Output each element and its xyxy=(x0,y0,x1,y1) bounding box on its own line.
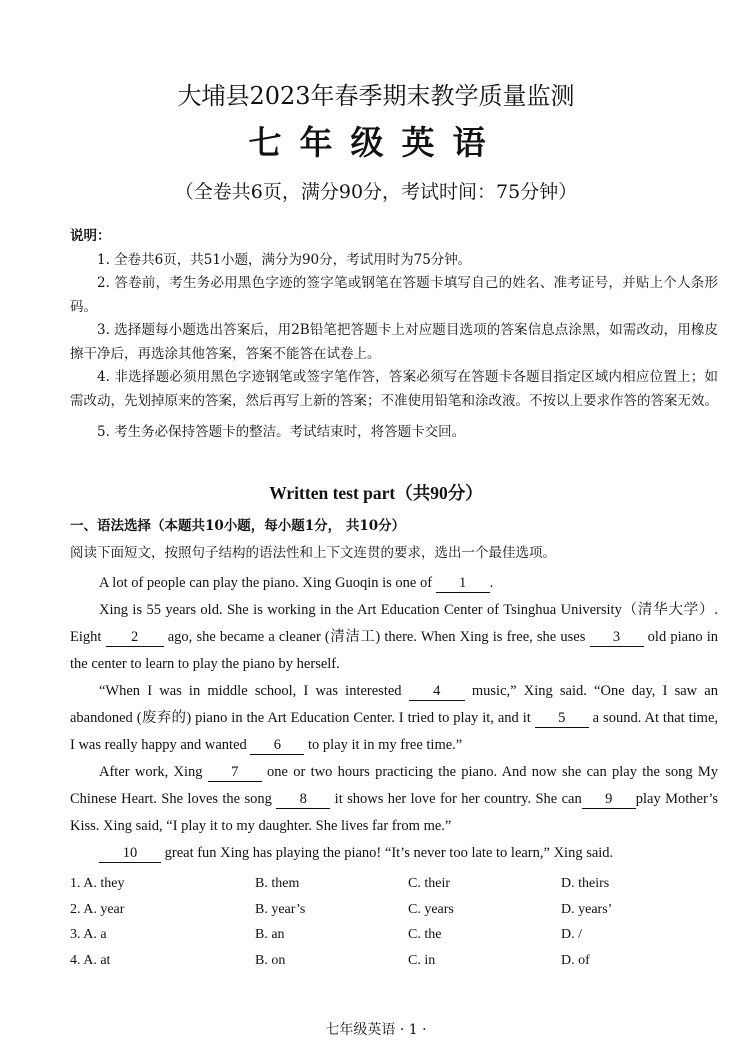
blank-10: 10 xyxy=(99,845,161,863)
exam-title: 大埔县2023年春季期末教学质量监测 xyxy=(177,82,575,110)
passage-text: one or two hours practicing the piano. And now she can play the song My Chinese Heart. She loves the song xyxy=(70,764,718,807)
passage-text: old piano in the center to learn to play the piano by herself. xyxy=(70,629,718,672)
option-c: C. the xyxy=(408,927,442,943)
exam-info: （全卷共6页，满分90分，考试时间：75分钟） xyxy=(174,181,578,203)
part-title: 一、语法选择（本题共10小题，每小题1分， 共10分） xyxy=(70,518,406,534)
passage-text: . xyxy=(489,575,494,591)
question-options-row xyxy=(70,876,718,902)
blank-7: 7 xyxy=(208,764,262,782)
passage-paragraph xyxy=(70,678,718,759)
passage-paragraph xyxy=(70,570,718,597)
subject-title: 七年级英语 xyxy=(248,123,504,162)
passage-paragraph xyxy=(70,759,718,840)
passage-paragraph xyxy=(70,840,718,867)
section-title: Written test part（共90分） xyxy=(269,483,483,503)
passage-text: great fun Xing has playing the piano! “It’s never too late to learn,” Xing said. xyxy=(161,845,614,861)
option-b: B. an xyxy=(255,927,285,943)
question-options-row xyxy=(70,953,718,979)
option-d: D. / xyxy=(561,927,582,943)
passage-text: A lot of people can play the piano. Xing Guoqin is one of xyxy=(99,575,436,591)
option-c: C. years xyxy=(408,901,454,917)
passage-text: to play it in my free time.” xyxy=(304,737,463,753)
passage-text: Xing is 55 years old. She is working in the Art Education Center of Tsinghua University（清华大学）. Eight xyxy=(70,602,718,645)
instructions-heading: 说明： xyxy=(70,228,111,244)
option-a: 1. A. they xyxy=(70,876,125,891)
part-instruction: 阅读下面短文，按照句子结构的语法性和上下文连贯的要求，选出一个最佳选项。 xyxy=(70,545,556,561)
question-options-row xyxy=(70,927,718,953)
option-a: 3. A. a xyxy=(70,927,107,943)
passage-text: a sound. At that time, I was really happy and wanted xyxy=(70,710,719,753)
question-options-row xyxy=(70,902,718,928)
option-b: B. on xyxy=(255,953,286,969)
option-b: B. them xyxy=(255,876,300,891)
passage-paragraph xyxy=(70,597,718,678)
passage-text: music,” Xing said. “One day, I saw an abandoned (废弃的) piano in the Art Education Center. I tried to play it, and it xyxy=(70,683,718,726)
passage-text: it shows her love for her country. She can xyxy=(330,791,582,807)
blank-9: 9 xyxy=(582,791,636,809)
option-c: C. in xyxy=(408,953,436,969)
passage-text: ago, she became a cleaner (清洁工) there. When Xing is free, she uses xyxy=(163,629,590,645)
blank-8: 8 xyxy=(276,791,330,809)
passage-text: “When I was in middle school, I was interested xyxy=(99,683,409,699)
passage-text: play Mother’s Kiss. Xing said, “I play it to my daughter. She lives far from me.” xyxy=(70,791,718,834)
blank-2: 2 xyxy=(106,629,164,647)
blank-5: 5 xyxy=(535,710,589,728)
blank-6: 6 xyxy=(250,737,304,755)
answer-options xyxy=(70,876,718,979)
instruction-item: 3. 选择题每小题选出答案后，用2B铅笔把答题卡上对应题目选项的答案信息点涂黑，如需改动，用橡皮擦干净后，再选涂其他答案，答案不能答在试卷上。 xyxy=(70,322,718,362)
option-a: 4. A. at xyxy=(70,953,111,969)
page-footer: 七年级英语 · 1 · xyxy=(325,1022,427,1038)
blank-1: 1 xyxy=(436,575,490,593)
option-d: D. theirs xyxy=(561,876,610,891)
blank-3: 3 xyxy=(590,629,644,647)
option-d: D. years’ xyxy=(561,901,613,917)
option-b: B. year’s xyxy=(255,901,306,917)
passage-text: After work, Xing xyxy=(99,764,208,780)
blank-4: 4 xyxy=(409,683,465,701)
option-c: C. their xyxy=(408,876,450,891)
option-a: 2. A. year xyxy=(70,901,125,917)
instruction-item: 2. 答卷前，考生务必用黑色字迹的签字笔或钢笔在答题卡填写自己的姓名、准考证号，并贴上个人条形码。 xyxy=(70,275,718,315)
instructions-block xyxy=(70,225,718,445)
instruction-item: 1. 全卷共6页，共51小题，满分为90分，考试用时为75分钟。 xyxy=(97,251,472,268)
instruction-item: 4. 非选择题必须用黑色字迹钢笔或签字笔作答，答案必须写在答题卡各题目指定区域内相应位置上；如需改动，先划掉原来的答案，然后再写上新的答案；不准使用铅笔和涂改液。不按以上要求作答的答案无效。 xyxy=(70,369,718,409)
instruction-item: 5. 考生务必保持答题卡的整洁。考试结束时，将答题卡交回。 xyxy=(97,424,466,440)
option-d: D. of xyxy=(561,953,590,969)
reading-passage xyxy=(70,570,718,867)
